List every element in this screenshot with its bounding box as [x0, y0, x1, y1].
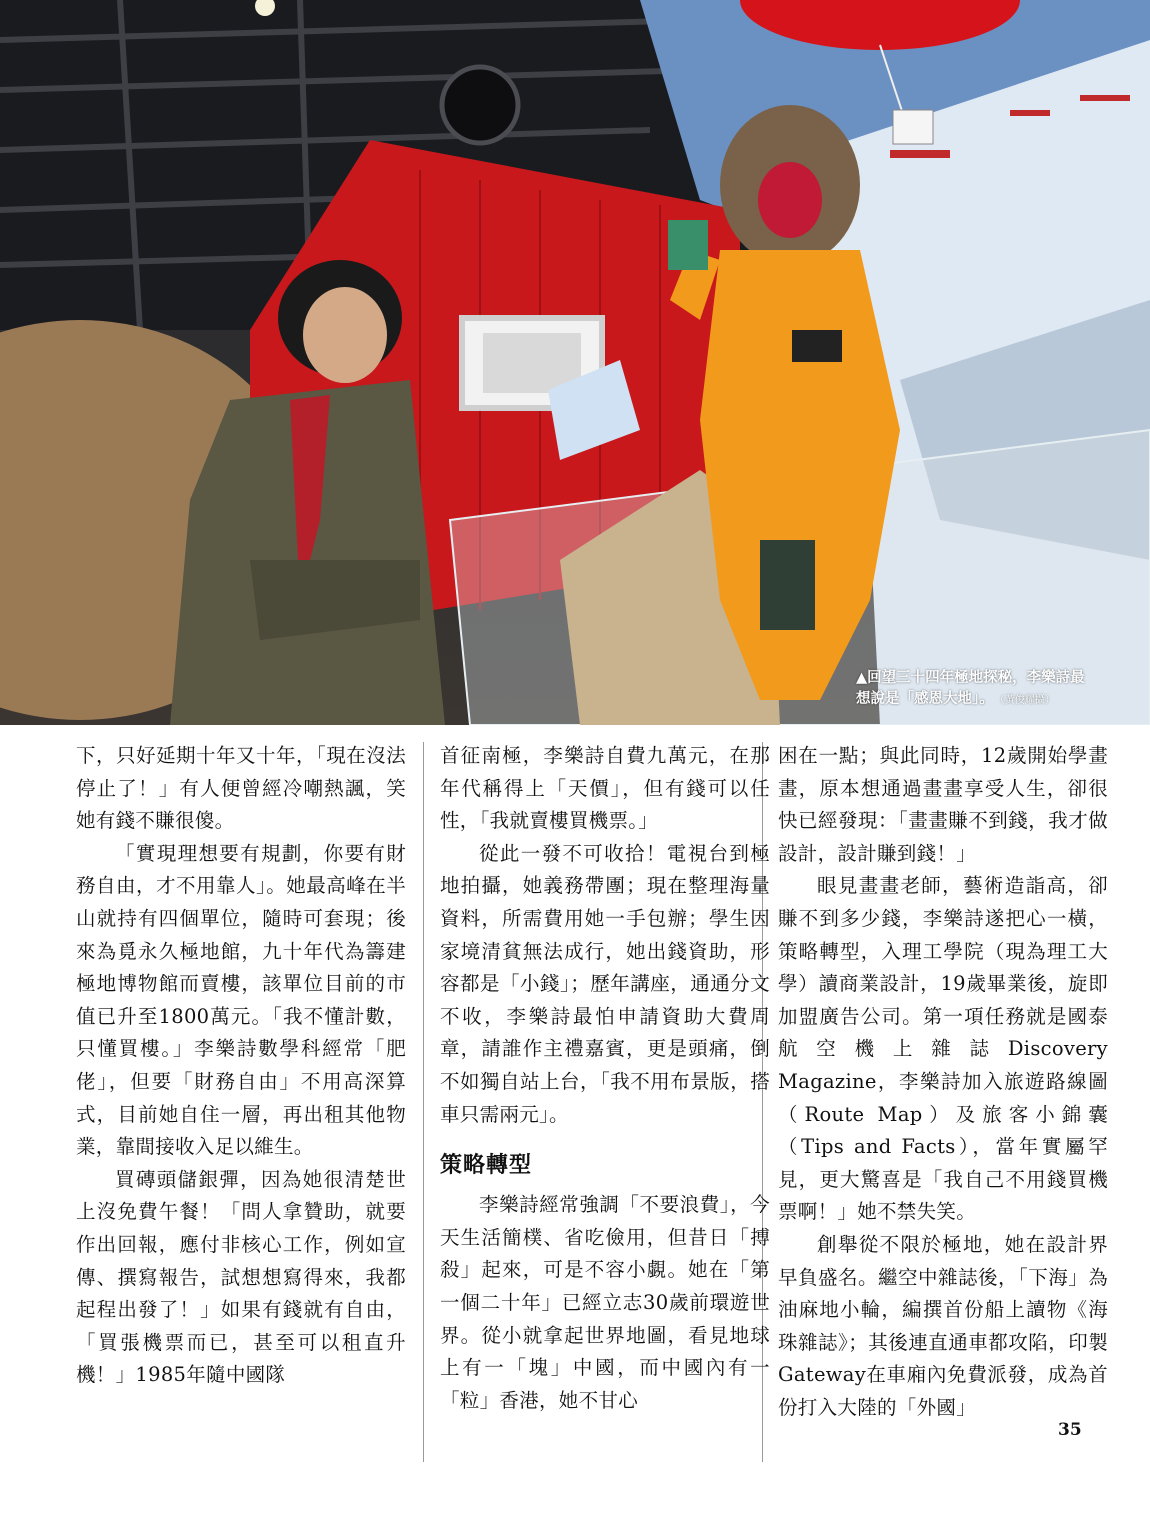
page-number: 35	[1058, 1420, 1082, 1440]
paragraph: 下，只好延期十年又十年，「現在沒法停止了！」有人便曾經冷嘲熱諷，笑她有錢不賺很傻。	[76, 744, 406, 833]
article-column-3	[778, 740, 1108, 1424]
paragraph: 「實現理想要有規劃，你要有財務自由，才不用靠人」。她最高峰在半山就持有四個單位，隨時可套現；後來為覓永久極地館，九十年代為籌建極地博物館而賣樓，該單位目前的市值已升至1800萬元。「我不懂計數，只懂買樓。」李樂詩數學科經常「肥佬」，但要「財務自由」不用高深算式，目前她自住一層，再出租其他物業，靠間接收入足以維生。	[76, 841, 406, 1159]
article-column-2	[440, 740, 770, 1417]
paragraph: 創舉從不限於極地，她在設計界早負盛名。繼空中雜誌後，「下海」為油麻地小輪，編撰首份船上讀物《海珠雜誌》；其後連直通車都攻陷，印製Gateway在車廂內免費派發，成為首份打入大陸的「外國」	[778, 1232, 1108, 1419]
woman-face	[303, 287, 387, 383]
paragraph: 從此一發不可收拾！電視台到極地拍攝，她義務帶團；現在整理海量資料，所需費用她一手包辦；學生因家境清貧無法成行，她出錢資助，形容都是「小錢」；歷年講座，通通分文不收，李樂詩最怕申請資助大費周章，請誰作主禮嘉賓，更是頭痛，倒不如獨自站上台，「我不用布景版，搭車只需兩元」。	[440, 841, 770, 1126]
photo-illustration	[0, 0, 1150, 725]
balloon-instrument	[893, 110, 933, 144]
paragraph: 眼見畫畫老師，藝術造詣高，卻賺不到多少錢，李樂詩遂把心一橫，策略轉型，入理工學院（現為理工大學）讀商業設計，19歲畢業後，旋即加盟廣告公司。第一項任務就是國泰航空機上雜誌Discovery Magazine，李樂詩加入旅遊路線圖（Route Map）及旅客小錦囊（Tips and Facts），當年實屬罕見，更大驚喜是「我自己不用錢買機票啊！」她不禁失笑。	[778, 874, 1108, 1224]
camera	[792, 330, 842, 362]
article-column-1	[76, 740, 406, 1392]
caption-line-2: 想說是「感恩大地」。	[856, 691, 994, 707]
glove	[668, 220, 708, 270]
photo-credit: （黃俊耀攝）	[999, 695, 1055, 706]
face-mask	[758, 162, 822, 238]
paragraph: 買磚頭儲銀彈，因為她很清楚世上沒免費午餐！「問人拿贊助，就要作出回報，應付非核心工作，例如宣傳、撰寫報告，試想想寫得來，我都起程出發了！」如果有錢就有自由，「買張機票而已，甚至可以租直升機！」1985年隨中國隊	[76, 1167, 406, 1387]
hanging-glove	[760, 540, 815, 630]
section-heading: 策略轉型	[440, 1153, 533, 1179]
paragraph: 困在一點；與此同時，12歲開始學畫畫，原本想通過畫畫享受人生，卻很快已經發現：「畫畫賺不到錢，我才做設計，設計賺到錢！」	[778, 744, 1108, 865]
paragraph: 李樂詩經常強調「不要浪費」，今天生活簡樸、省吃儉用，但昔日「搏殺」起來，可是不容小覷。她在「第一個二十年」已經立志30歲前環遊世界。從小就拿起世界地圖，看見地球上有一「塊」中國，而中國內有一「粒」香港，她不甘心	[440, 1193, 770, 1412]
column-divider-1	[423, 742, 424, 1462]
feature-photo	[0, 0, 1150, 725]
caption-line-1: ▲回望三十四年極地探秘，李樂詩最	[856, 670, 1085, 686]
paragraph: 首征南極，李樂詩自費九萬元，在那年代稱得上「天價」，但有錢可以任性，「我就賣樓買機票。」	[440, 744, 770, 833]
ceiling-vent	[442, 67, 518, 143]
photo-caption	[856, 668, 1096, 711]
